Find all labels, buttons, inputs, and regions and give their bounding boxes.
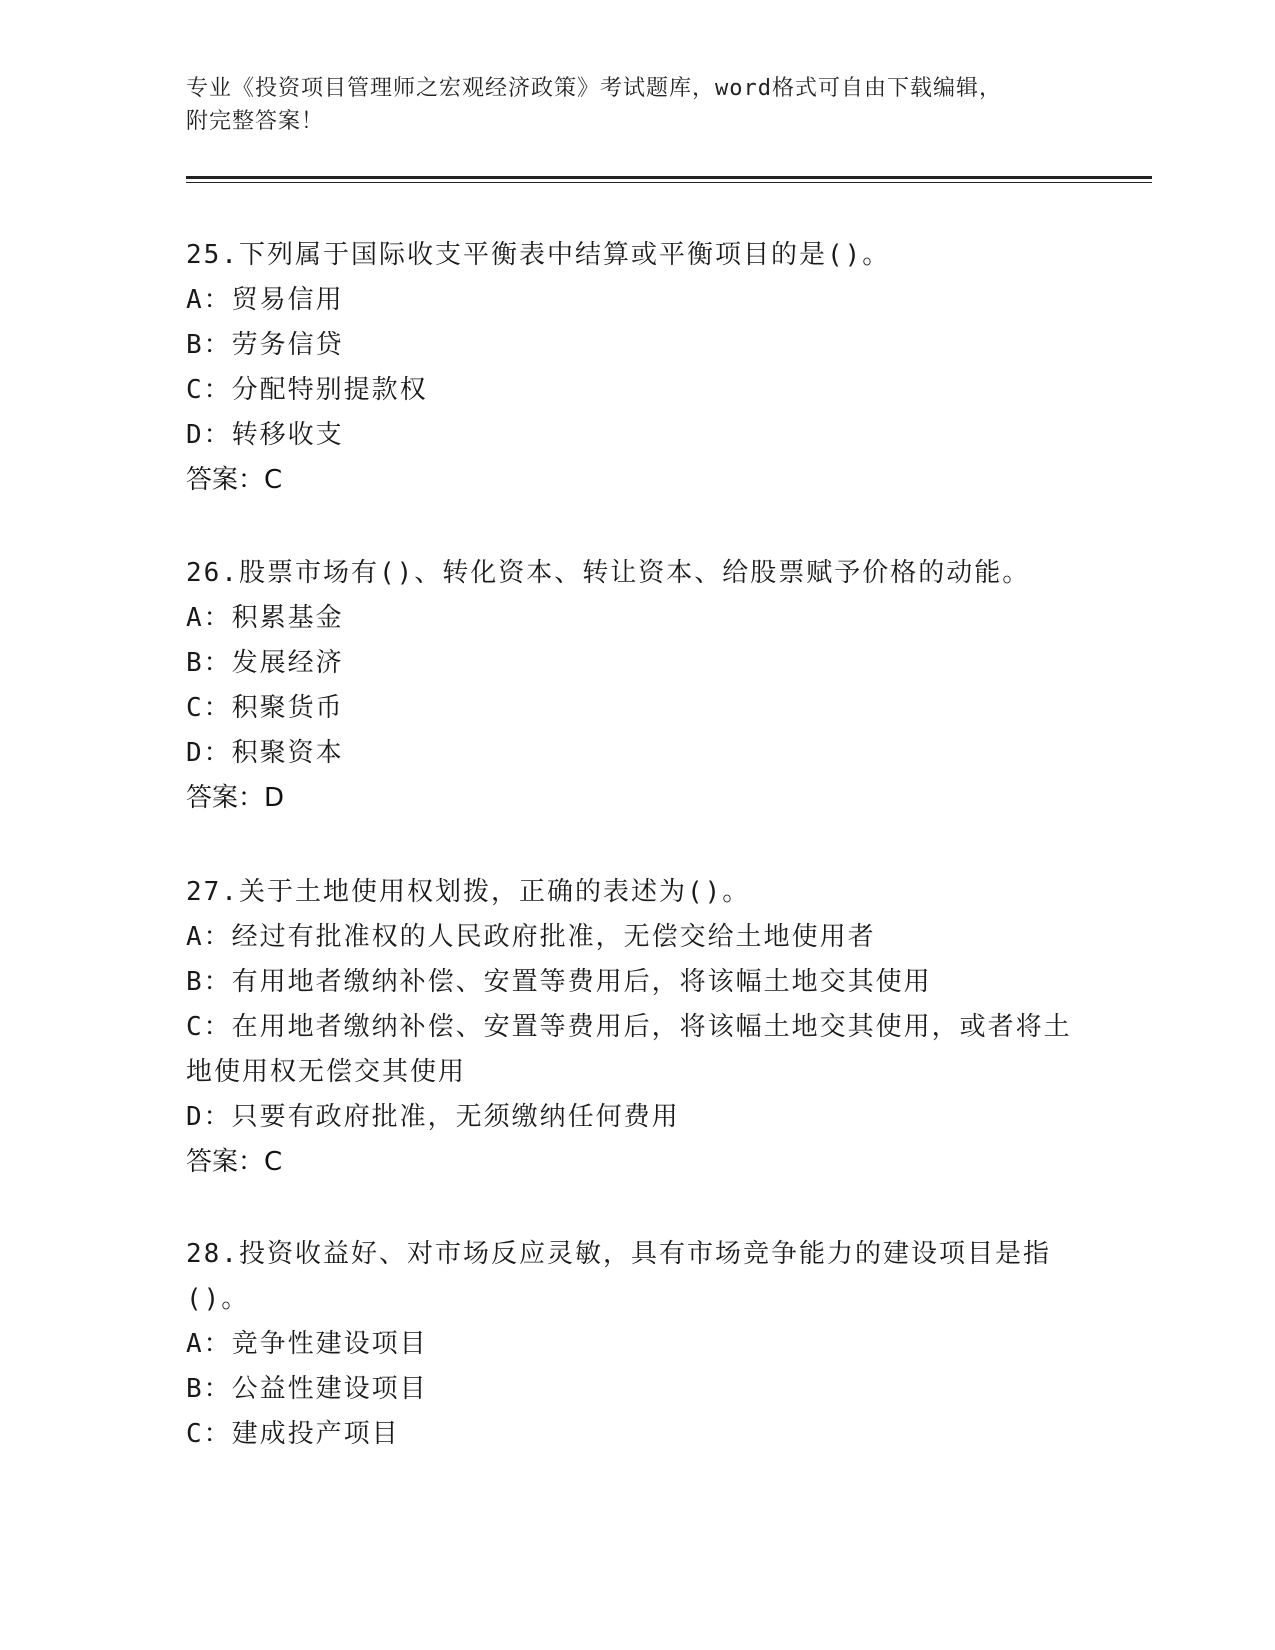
option-d: D：积聚资本 [186, 738, 344, 768]
option-a: A：贸易信用 [186, 285, 344, 315]
option-c: C：积聚货币 [186, 693, 344, 723]
answer: 答案：C [186, 1147, 283, 1177]
option-b: B：公益性建设项目 [186, 1374, 428, 1404]
option-c: C：分配特别提款权 [186, 375, 428, 405]
option-a: A：积累基金 [186, 603, 344, 633]
question-28 [186, 1232, 1086, 1457]
header-divider-thick [186, 176, 1152, 179]
answer: 答案：D [186, 783, 285, 813]
question-26 [186, 551, 1086, 821]
option-b: B：劳务信贷 [186, 330, 344, 360]
option-d: D：只要有政府批准，无须缴纳任何费用 [186, 1102, 680, 1132]
question-25 [186, 233, 1086, 503]
option-a: A：竞争性建设项目 [186, 1329, 428, 1359]
answer: 答案：C [186, 465, 283, 495]
header-divider-thin [186, 182, 1152, 183]
header-line-2: 附完整答案！ [186, 109, 325, 134]
document-header [186, 72, 1066, 138]
option-d: D：转移收支 [186, 420, 344, 450]
option-b: B：发展经济 [186, 648, 344, 678]
option-c: C：建成投产项目 [186, 1419, 400, 1449]
option-c: C：在用地者缴纳补偿、安置等费用后，将该幅土地交其使用，或者将土地使用权无偿交其使用 [186, 1012, 1072, 1087]
option-b: B：有用地者缴纳补偿、安置等费用后，将该幅土地交其使用 [186, 967, 932, 997]
option-a: A：经过有批准权的人民政府批准，无偿交给土地使用者 [186, 922, 876, 952]
question-stem: 27.关于土地使用权划拨，正确的表述为()。 [186, 877, 751, 907]
question-stem: 26.股票市场有()、转化资本、转让资本、给股票赋予价格的动能。 [186, 558, 1031, 588]
header-line-1: 专业《投资项目管理师之宏观经济政策》考试题库，word格式可自由下载编辑， [186, 76, 1002, 101]
question-stem: 28.投资收益好、对市场反应灵敏，具有市场竞争能力的建设项目是指()。 [186, 1239, 1051, 1314]
question-stem: 25.下列属于国际收支平衡表中结算或平衡项目的是()。 [186, 240, 891, 270]
question-27 [186, 870, 1086, 1185]
